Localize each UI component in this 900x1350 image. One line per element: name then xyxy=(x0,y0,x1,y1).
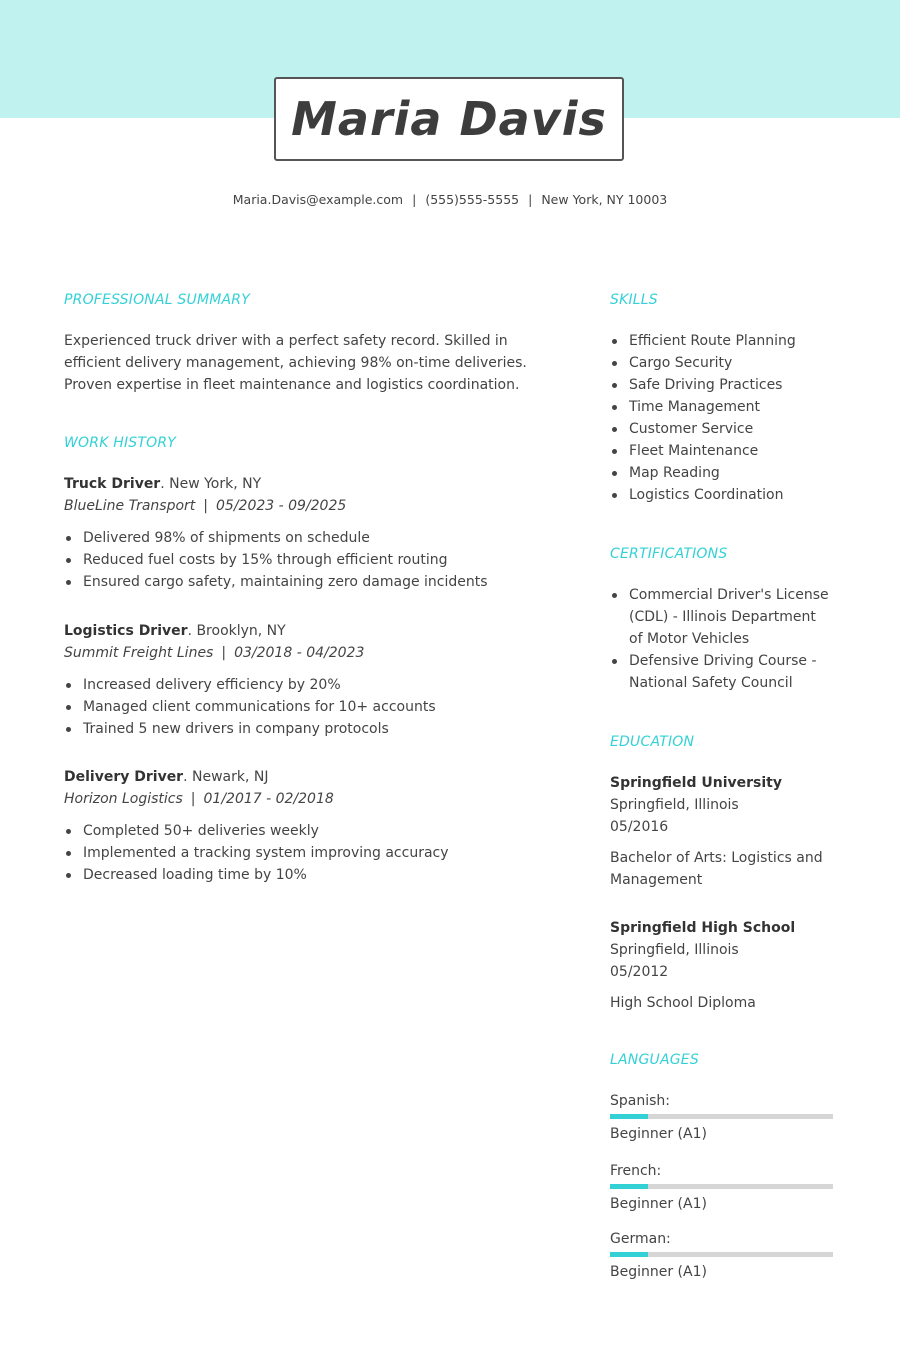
language-level: Beginner (A1) xyxy=(610,1264,707,1280)
job-entry xyxy=(64,620,564,740)
job-title: Truck Driver xyxy=(64,476,161,492)
separator: | xyxy=(203,498,208,514)
list-item: Map Reading xyxy=(610,462,850,484)
list-item: Increased delivery efficiency by 20% xyxy=(64,674,564,696)
language-level: Beginner (A1) xyxy=(610,1126,707,1142)
contact-line xyxy=(0,192,900,207)
certifications-list xyxy=(610,584,832,694)
email[interactable]: Maria.Davis@example.com xyxy=(232,192,404,207)
list-item: Managed client communications for 10+ accounts xyxy=(64,696,564,718)
job-company: BlueLine Transport xyxy=(64,498,196,514)
list-item: Cargo Security xyxy=(610,352,850,374)
language-proficiency-bar xyxy=(610,1184,833,1189)
list-item: Time Management xyxy=(610,396,850,418)
skills-heading: SKILLS xyxy=(610,292,658,308)
job-company-line xyxy=(64,495,564,517)
job-dates: 03/2018 - 04/2023 xyxy=(234,645,365,661)
separator: | xyxy=(528,192,533,207)
job-bullets xyxy=(64,674,564,740)
language-proficiency-bar xyxy=(610,1114,833,1119)
language-entry xyxy=(610,1090,850,1145)
separator: | xyxy=(412,192,417,207)
list-item: Logistics Coordination xyxy=(610,484,850,506)
skills-list xyxy=(610,330,850,506)
education-heading: EDUCATION xyxy=(610,734,695,750)
language-proficiency-fill xyxy=(610,1184,648,1189)
language-proficiency-fill xyxy=(610,1252,648,1257)
list-item: Customer Service xyxy=(610,418,850,440)
list-item: Trained 5 new drivers in company protocols xyxy=(64,718,564,740)
list-item: Implemented a tracking system improving accuracy xyxy=(64,842,564,864)
list-item: Delivered 98% of shipments on schedule xyxy=(64,527,564,549)
job-title: Logistics Driver xyxy=(64,623,188,639)
job-title-line xyxy=(64,473,564,495)
degree: Bachelor of Arts: Logistics and Management xyxy=(610,850,823,888)
list-item: Ensured cargo safety, maintaining zero damage incidents xyxy=(64,571,564,593)
location: New York, NY 10003 xyxy=(541,192,668,207)
language-entry xyxy=(610,1228,850,1283)
school-name: Springfield University xyxy=(610,775,782,791)
language-proficiency-bar xyxy=(610,1252,833,1257)
job-bullets xyxy=(64,527,564,593)
job-bullets xyxy=(64,820,564,886)
job-title-line xyxy=(64,766,564,788)
list-item: Defensive Driving Course - National Safety Council xyxy=(610,650,832,694)
language-name: German: xyxy=(610,1231,671,1247)
separator: | xyxy=(190,791,196,807)
language-level: Beginner (A1) xyxy=(610,1196,707,1212)
job-company: Horizon Logistics xyxy=(64,791,183,807)
job-company-line xyxy=(64,788,564,810)
job-company: Summit Freight Lines xyxy=(64,645,214,661)
language-entry xyxy=(610,1160,850,1215)
language-name: French: xyxy=(610,1163,662,1179)
list-item: Fleet Maintenance xyxy=(610,440,850,462)
work-heading: WORK HISTORY xyxy=(64,435,177,451)
job-entry xyxy=(64,766,564,886)
education-entry xyxy=(610,772,840,891)
list-item: Commercial Driver's License (CDL) - Illinois Department of Motor Vehicles xyxy=(610,584,832,650)
list-item: Efficient Route Planning xyxy=(610,330,850,352)
graduation-date: 05/2012 xyxy=(610,964,669,980)
job-entry xyxy=(64,473,564,593)
school-location: Springfield, Illinois xyxy=(610,797,739,813)
separator: | xyxy=(221,645,227,661)
job-dates: 05/2023 - 09/2025 xyxy=(216,498,347,514)
summary-heading: PROFESSIONAL SUMMARY xyxy=(64,292,250,308)
education-entry xyxy=(610,917,840,1014)
job-dates: 01/2017 - 02/2018 xyxy=(203,791,334,807)
job-location: . Brooklyn, NY xyxy=(187,623,286,639)
job-title-line xyxy=(64,620,564,642)
list-item: Reduced fuel costs by 15% through efficient routing xyxy=(64,549,564,571)
school-name: Springfield High School xyxy=(610,920,796,936)
certifications-heading: CERTIFICATIONS xyxy=(610,546,728,562)
list-item: Completed 50+ deliveries weekly xyxy=(64,820,564,842)
degree: High School Diploma xyxy=(610,995,756,1011)
name-box xyxy=(274,77,624,161)
job-location: . New York, NY xyxy=(160,476,262,492)
job-location: . Newark, NJ xyxy=(183,769,269,785)
phone[interactable]: (555)555-5555 xyxy=(425,192,520,207)
language-proficiency-fill xyxy=(610,1114,648,1119)
job-company-line xyxy=(64,642,564,664)
language-name: Spanish: xyxy=(610,1093,670,1109)
languages-heading: LANGUAGES xyxy=(610,1052,699,1068)
summary-text: Experienced truck driver with a perfect safety record. Skilled in efficient delivery management, achieving 98% on-time deliveries. Proven expertise in fleet maintenance and logistics coordination. xyxy=(64,333,527,393)
graduation-date: 05/2016 xyxy=(610,819,669,835)
job-title: Delivery Driver xyxy=(64,769,184,785)
list-item: Decreased loading time by 10% xyxy=(64,864,564,886)
school-location: Springfield, Illinois xyxy=(610,942,739,958)
candidate-name: Maria Davis xyxy=(291,92,607,146)
list-item: Safe Driving Practices xyxy=(610,374,850,396)
